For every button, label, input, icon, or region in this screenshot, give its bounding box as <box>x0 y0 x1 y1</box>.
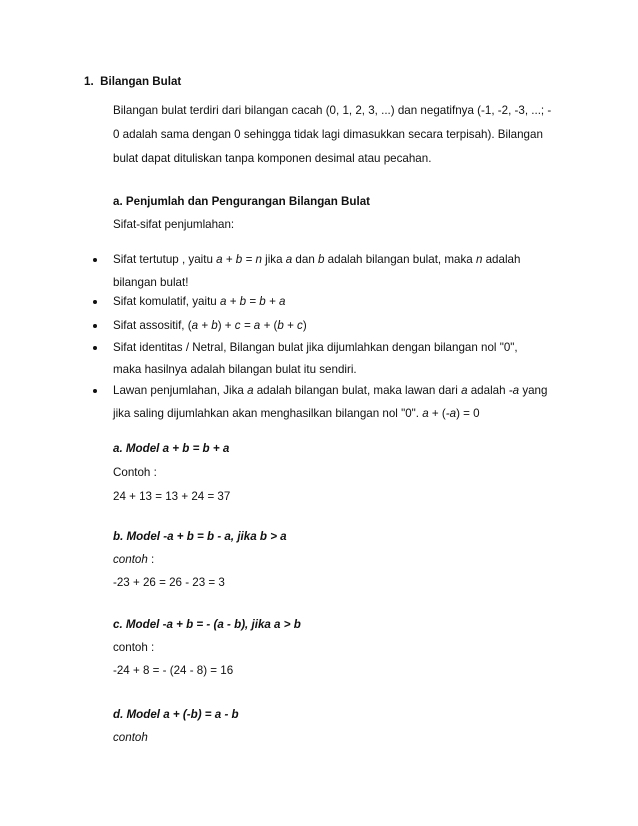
intro-line-3: bulat dapat dituliskan tanpa komponen desimal atau pecahan. <box>113 152 432 165</box>
bullet-lawan-line-2 <box>113 408 480 420</box>
text: dan <box>292 253 318 266</box>
text: adalah bilangan bulat, maka lawan dari <box>253 384 462 397</box>
math-expr: c = a + <box>234 319 271 332</box>
bullet-dot <box>93 389 97 393</box>
model-b-example: -23 + 26 = 26 - 23 = 3 <box>113 576 225 589</box>
bullet-assositif <box>113 320 307 332</box>
bullet-komulatif <box>113 296 285 308</box>
text: adalah bilangan bulat, maka <box>324 253 476 266</box>
math-expr: a + b = n <box>216 253 262 266</box>
math-var: b <box>318 253 325 266</box>
math-expr: a + b <box>191 319 218 332</box>
model-c-label: contoh : <box>113 641 155 654</box>
model-b-title: b. Model -a + b = b - a, jika b > a <box>113 530 287 543</box>
intro-line-1: Bilangan bulat terdiri dari bilangan cacah (0, 1, 2, 3, ...) dan negatifnya (-1, -2, -3, ...; - <box>113 104 552 117</box>
text: ( <box>270 319 278 332</box>
model-b-label <box>113 554 154 566</box>
bullet-dot <box>93 300 97 304</box>
bullet-identitas-line-1: Sifat identitas / Netral, Bilangan bulat jika dijumlahkan dengan bilangan nol "0", <box>113 341 518 354</box>
text: Sifat assositif, ( <box>113 319 192 332</box>
model-d-title: d. Model a + (-b) = a - b <box>113 708 239 721</box>
bullet-identitas-line-2: maka hasilnya adalah bilangan bulat itu sendiri. <box>113 363 357 376</box>
model-d-label: contoh <box>113 731 148 744</box>
text: yang <box>519 384 548 397</box>
math-var: -a <box>508 384 520 397</box>
math-var: -a <box>445 407 457 420</box>
model-c-example: -24 + 8 = - (24 - 8) = 16 <box>113 664 234 677</box>
intro-line-2: 0 adalah sama dengan 0 sehingga tidak lagi dimasukkan secara terpisah). Bilangan <box>113 128 543 141</box>
math-expr: b + c <box>277 319 303 332</box>
bullet-dot <box>93 324 97 328</box>
text: : <box>147 553 155 566</box>
bullet-tertutup-line-2: bilangan bulat! <box>113 276 189 289</box>
math-expr: a + b = b + a <box>219 295 286 308</box>
text: Sifat tertutup , yaitu <box>113 253 217 266</box>
text: adalah <box>482 253 521 266</box>
text: Sifat komulatif, yaitu <box>113 295 220 308</box>
section-heading <box>84 76 181 88</box>
section-number: 1. <box>84 75 94 88</box>
text: ) <box>302 319 307 332</box>
section-title: Bilangan Bulat <box>100 75 182 88</box>
text: jika <box>261 253 286 266</box>
text: jika saling dijumlahkan akan menghasilkan bilangan nol "0". <box>113 407 423 420</box>
subsection-title: a. Penjumlah dan Pengurangan Bilangan Bulat <box>113 195 371 208</box>
text: adalah <box>467 384 509 397</box>
model-a-example: 24 + 13 = 13 + 24 = 37 <box>113 490 231 503</box>
sifat-label: Sifat-sifat penjumlahan: <box>113 218 235 231</box>
bullet-dot <box>93 346 97 350</box>
bullet-lawan-line-1 <box>113 385 547 397</box>
math-var: a <box>285 253 293 266</box>
model-c-title: c. Model -a + b = - (a - b), jika a > b <box>113 618 301 631</box>
text: ) = 0 <box>456 407 480 420</box>
math-var: n <box>475 253 483 266</box>
text: ) + <box>217 319 235 332</box>
math-var: a <box>422 407 429 420</box>
text: contoh <box>113 553 148 566</box>
model-a-label: Contoh : <box>113 466 157 479</box>
math-var: a <box>461 384 468 397</box>
model-a-title: a. Model a + b = b + a <box>113 442 230 455</box>
math-var: a <box>247 384 254 397</box>
text: Lawan penjumlahan, Jika <box>113 384 248 397</box>
bullet-dot <box>93 258 97 262</box>
bullet-tertutup-line-1 <box>113 254 520 266</box>
text: + ( <box>428 407 446 420</box>
